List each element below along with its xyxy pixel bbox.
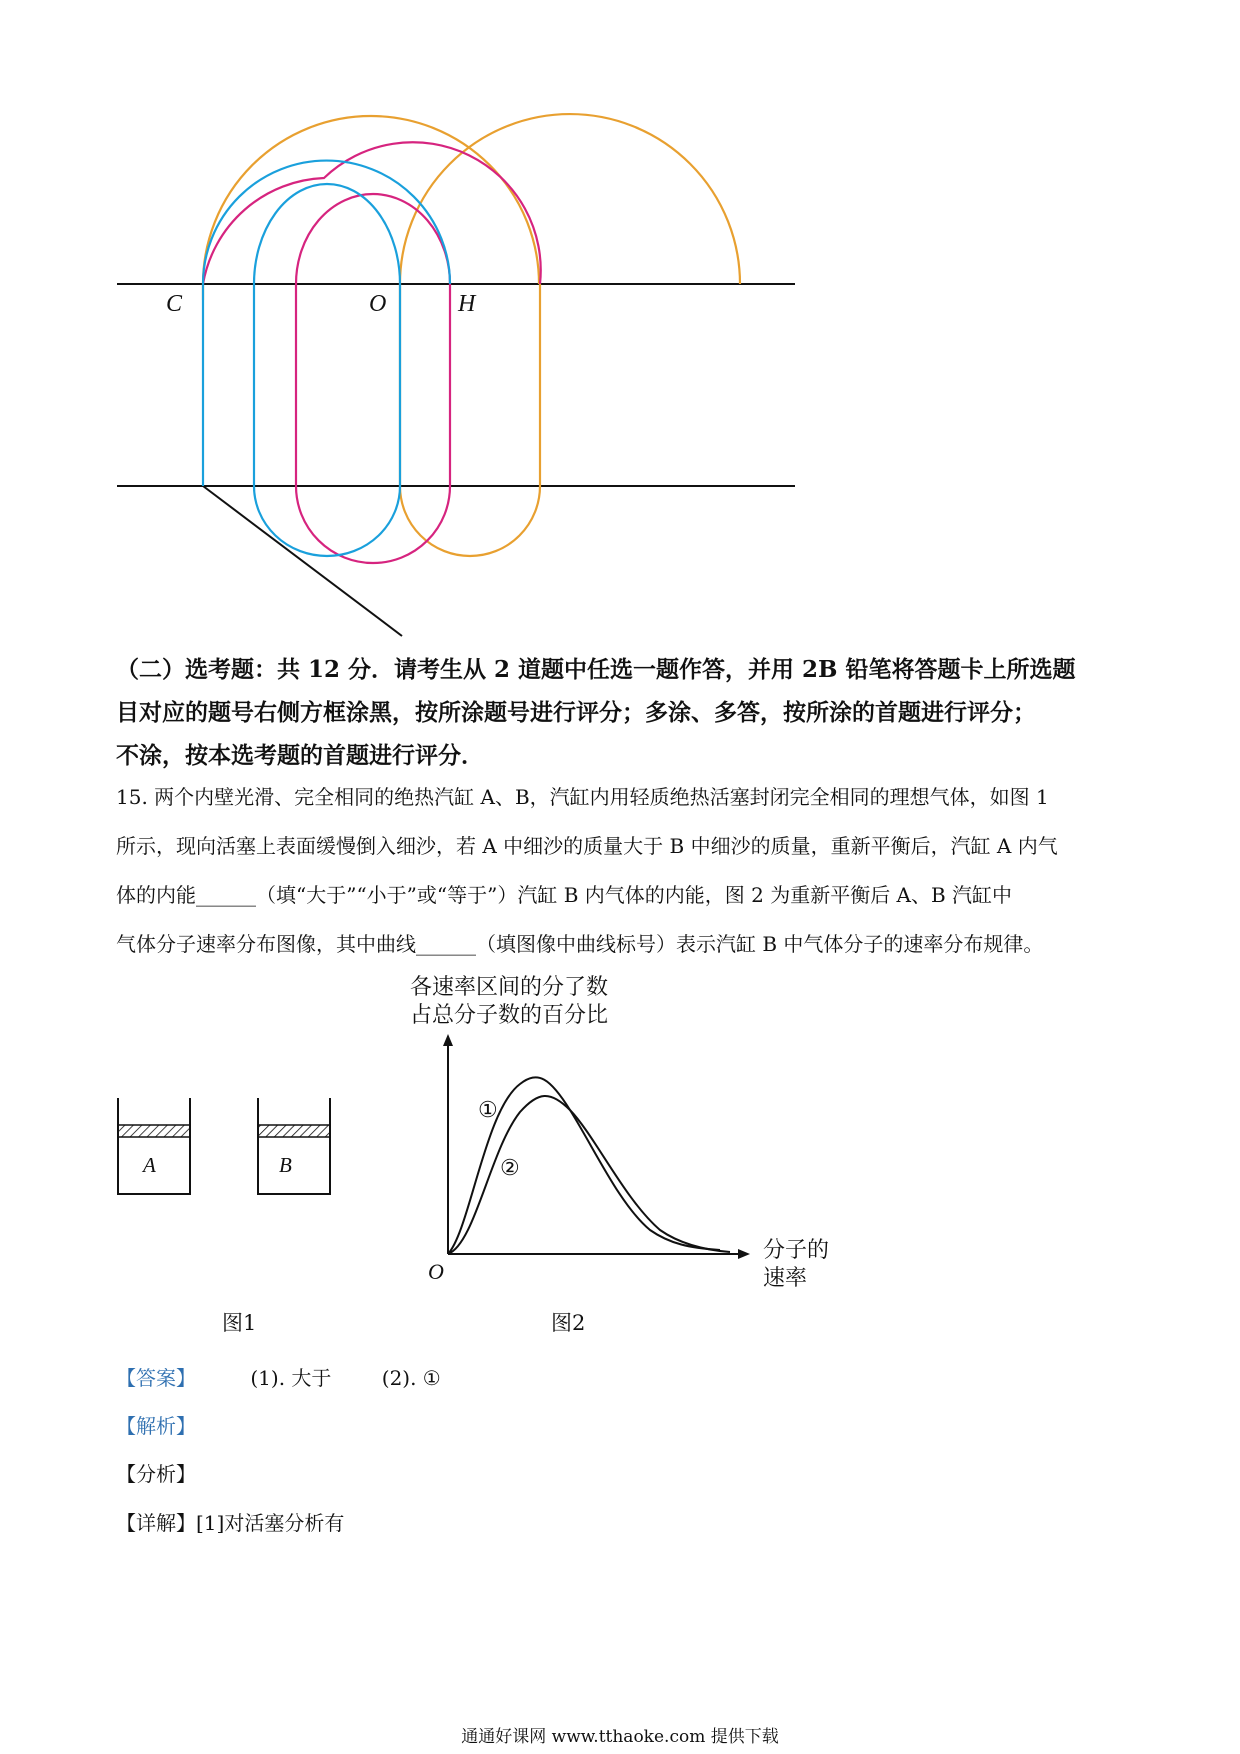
y-axis-label-line-1: 各速率区间的分了数 (410, 975, 609, 1000)
answer-part-2: (2). ① (381, 1366, 441, 1390)
figure-1-caption: 图1 (222, 1311, 257, 1335)
orange-arc-left (203, 116, 539, 284)
question-line-3: 体的内能______（填“大于”“小于”或“等于”）汽缸 B 内气体的内能，图 2 为重新平衡后 A、B 汽缸中 (116, 883, 1013, 907)
point-label-o: O (369, 291, 387, 317)
piston-a (118, 1125, 190, 1137)
curve-2-label: ② (500, 1156, 520, 1181)
origin-label: O (428, 1259, 444, 1284)
figure-1-cylinders (100, 1090, 350, 1210)
section-header (116, 648, 1126, 777)
point-label-h: H (458, 291, 476, 317)
x-axis-label-line-1: 分子的 (763, 1238, 830, 1263)
curve-1-label: ① (478, 1098, 498, 1123)
answer-tag: 【答案】 (116, 1366, 196, 1390)
question-15-text (116, 773, 1146, 969)
cylinder-a-label: A (143, 1153, 156, 1177)
detail-text: [1]对活塞分析有 (196, 1511, 345, 1535)
geometry-diagram (0, 0, 1240, 650)
point-label-c: C (166, 291, 183, 317)
answer-line (116, 1362, 441, 1391)
figure-2-caption: 图2 (551, 1311, 586, 1335)
figure-2-graph (420, 1030, 760, 1270)
section-line-1: （二）选考题：共 12 分．请考生从 2 道题中任选一题作答，并用 2B 铅笔将答题卡上所选题 (116, 656, 1076, 683)
cylinder-b (258, 1098, 330, 1194)
y-axis-label-line-2: 占总分子数的百分比 (410, 1003, 609, 1028)
y-axis-arrow (443, 1034, 453, 1046)
question-line-4: 气体分子速率分布图像，其中曲线______（填图像中曲线标号）表示汽缸 B 中气体分子的速率分布规律。 (116, 932, 1044, 956)
cyan-stadium (254, 184, 400, 556)
fenxi-tag: 【分析】 (116, 1462, 196, 1486)
detail-line (116, 1507, 344, 1536)
cylinder-b-label: B (279, 1153, 292, 1177)
orange-arc-right (400, 114, 740, 284)
cylinder-a (118, 1098, 190, 1194)
magenta-stadium (296, 194, 450, 563)
question-line-2: 所示，现向活塞上表面缓慢倒入细沙，若 A 中细沙的质量大于 B 中细沙的质量，重新平衡后，汽缸 A 内气 (116, 834, 1058, 858)
piston-b (258, 1125, 330, 1137)
section-line-2: 目对应的题号右侧方框涂黑，按所涂题号进行评分；多涂、多答，按所涂的首题进行评分； (116, 699, 1036, 726)
detail-tag: 【详解】 (116, 1511, 196, 1535)
oblique-line (203, 486, 402, 636)
orange-stadium (400, 284, 540, 556)
x-axis-arrow (738, 1249, 750, 1259)
x-axis-label-line-2: 速率 (763, 1266, 808, 1291)
analysis-tag: 【解析】 (116, 1414, 196, 1438)
answer-part-1: (1). 大于 (250, 1366, 332, 1390)
page-footer: 通通好课网 www.tthaoke.com 提供下载 (461, 1727, 779, 1747)
question-line-1: 15. 两个内壁光滑、完全相同的绝热汽缸 A、B，汽缸内用轻质绝热活塞封闭完全相同的理想气体，如图 1 (116, 785, 1049, 809)
section-line-3: 不涂，按本选考题的首题进行评分． (116, 742, 484, 769)
